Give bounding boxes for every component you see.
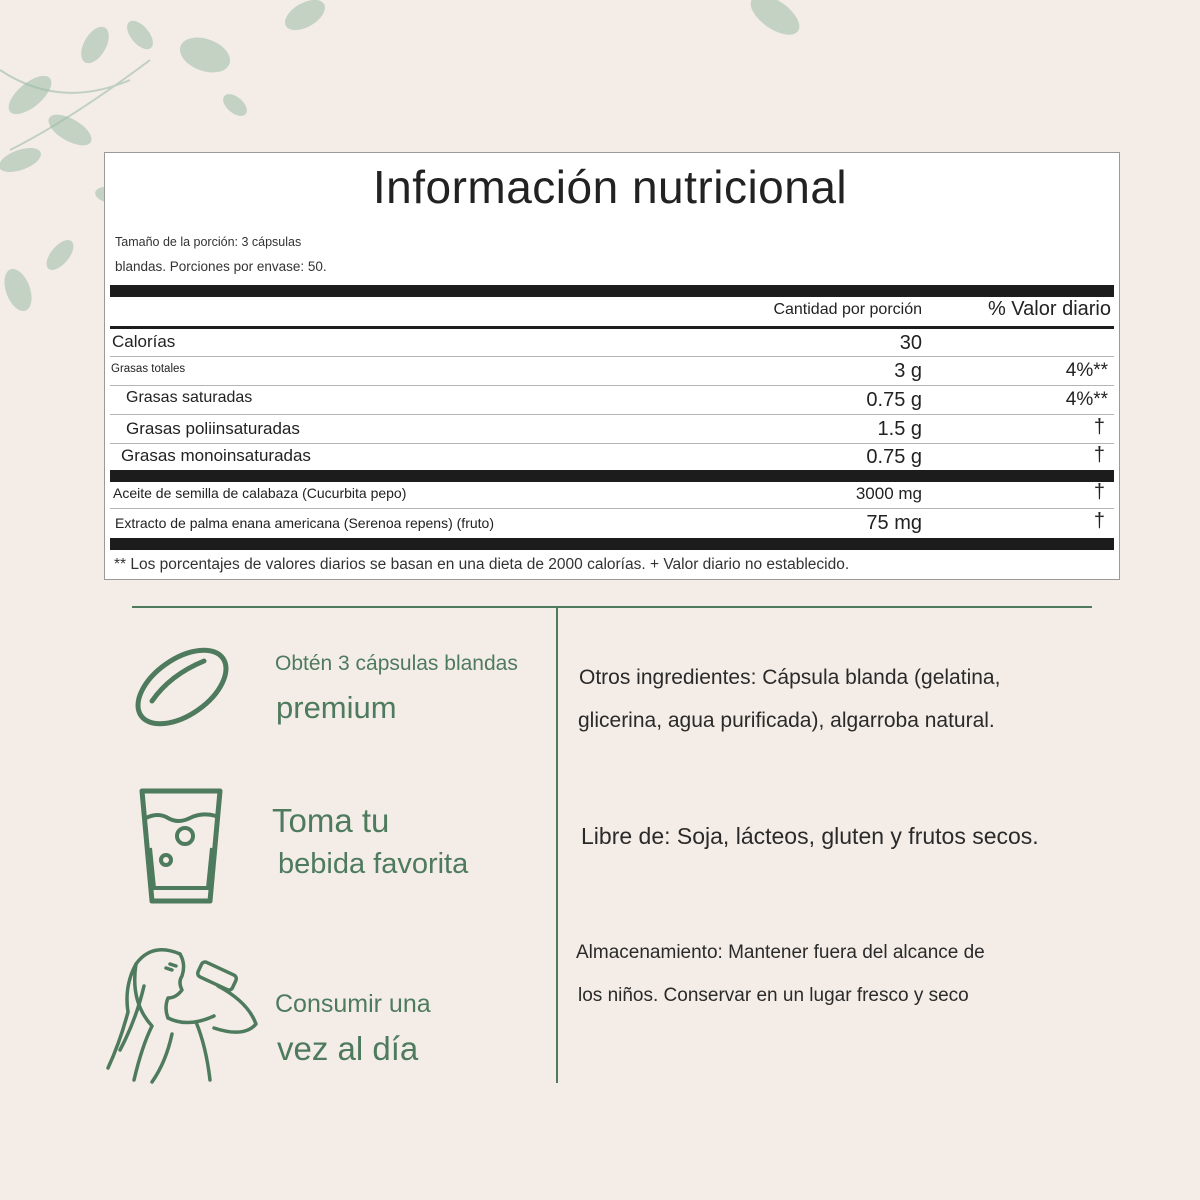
header-daily-value: % Valor diario — [987, 298, 1111, 320]
row-amount-monounsaturated-fat: 0.75 g — [866, 446, 922, 468]
woman-drinking-icon — [106, 942, 266, 1084]
row-amount-saturated-fat: 0.75 g — [866, 389, 922, 411]
row-dv-polyunsaturated-fat: † — [1093, 416, 1105, 438]
page-title: Información nutricional — [372, 161, 848, 213]
feature-capsules-line1: Obtén 3 cápsulas blandas — [275, 652, 518, 675]
row-label-total-fat: Grasas totales — [111, 363, 186, 375]
other-ingredients-line2: glicerina, agua purificada), algarroba natural. — [578, 709, 995, 732]
row-dv-monounsaturated-fat: † — [1093, 444, 1105, 466]
row-amount-saw-palmetto: 75 mg — [866, 512, 922, 534]
row-label-saw-palmetto: Extracto de palma enana americana (Serenoa repens) (fruto) — [115, 515, 494, 531]
row-divider — [110, 414, 1114, 415]
row-label-saturated-fat: Grasas saturadas — [126, 389, 253, 406]
storage-line2: los niños. Conservar en un lugar fresco y seco — [578, 985, 969, 1006]
row-dv-saw-palmetto: † — [1093, 510, 1105, 532]
row-dv-pumpkin-seed-oil: † — [1093, 481, 1105, 503]
footnote: ** Los porcentajes de valores diarios se basan en una dieta de 2000 calorías. + Valor diario no establecido. — [114, 556, 850, 573]
row-amount-pumpkin-seed-oil: 3000 mg — [855, 484, 922, 503]
thick-divider — [110, 285, 1114, 297]
row-amount-calories: 30 — [899, 332, 922, 354]
row-label-monounsaturated-fat: Grasas monoinsaturadas — [121, 446, 311, 465]
feature-drink-line1: Toma tu — [272, 802, 390, 839]
thick-divider — [110, 538, 1114, 550]
serving-size-line2: blandas. Porciones por envase: 50. — [115, 259, 327, 274]
glass-icon — [138, 788, 224, 906]
row-dv-saturated-fat: 4%** — [1065, 389, 1108, 410]
row-label-pumpkin-seed-oil: Aceite de semilla de calabaza (Cucurbita pepo) — [113, 485, 407, 501]
section-divider-vertical — [556, 608, 558, 1083]
other-ingredients-line1: Otros ingredientes: Cápsula blanda (gelatina, — [579, 666, 1001, 689]
row-divider — [110, 508, 1114, 509]
header-divider — [110, 326, 1114, 329]
feature-drink-line2: bebida favorita — [278, 848, 469, 880]
capsule-icon — [130, 645, 234, 730]
feature-daily-line2: vez al día — [277, 1030, 419, 1067]
row-divider — [110, 443, 1114, 444]
row-divider — [110, 385, 1114, 386]
row-amount-polyunsaturated-fat: 1.5 g — [877, 418, 922, 440]
row-divider — [110, 356, 1114, 357]
row-label-polyunsaturated-fat: Grasas poliinsaturadas — [126, 419, 300, 438]
header-amount: Cantidad por porción — [773, 301, 922, 318]
free-from: Libre de: Soja, lácteos, gluten y frutos secos. — [581, 823, 1039, 849]
feature-capsules-line2: premium — [276, 690, 397, 725]
thick-divider — [110, 470, 1114, 482]
row-amount-total-fat: 3 g — [894, 360, 922, 382]
storage-line1: Almacenamiento: Mantener fuera del alcance de — [576, 942, 985, 963]
row-label-calories: Calorías — [112, 332, 176, 351]
section-divider-horizontal — [132, 606, 1092, 608]
serving-size-line1: Tamaño de la porción: 3 cápsulas — [115, 235, 302, 249]
row-dv-total-fat: 4%** — [1065, 360, 1108, 381]
feature-daily-line1: Consumir una — [275, 990, 431, 1018]
